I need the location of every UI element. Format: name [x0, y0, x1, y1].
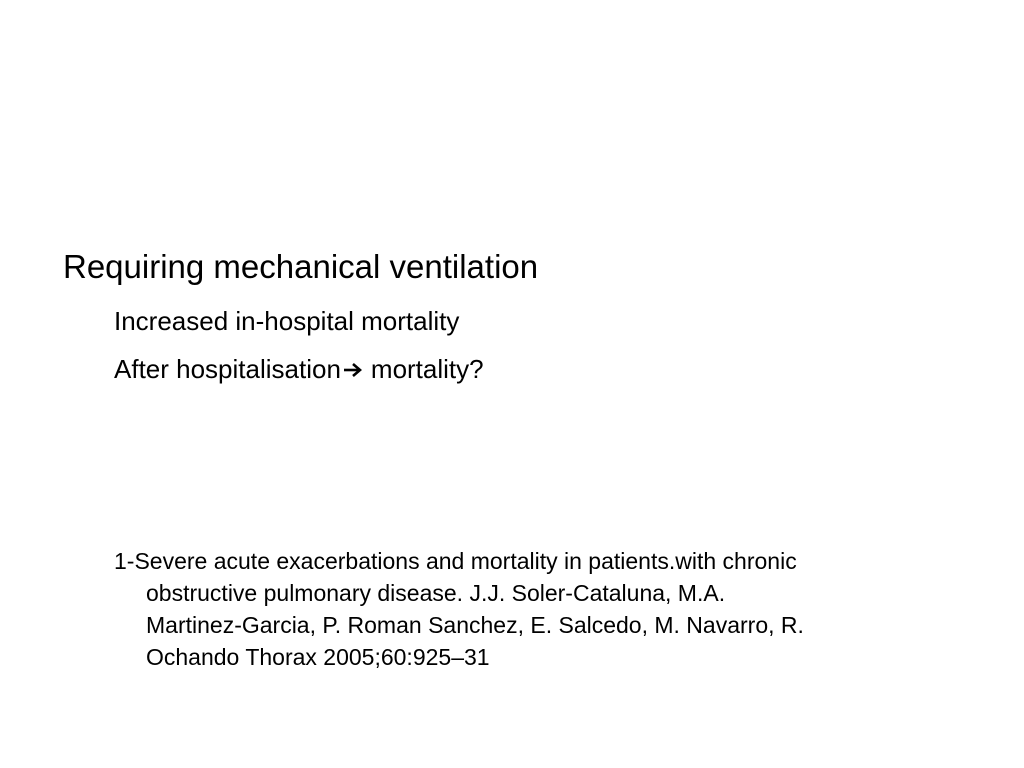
bullet-after-hospitalisation-text: After hospitalisation: [114, 354, 341, 384]
reference-line: obstructive pulmonary disease. J.J. Soler-Cataluna, M.A.: [146, 580, 726, 606]
reference-citation: [114, 545, 974, 673]
slide-heading: Requiring mechanical ventilation: [63, 248, 539, 285]
bullet-in-hospital-mortality: Increased in-hospital mortality: [114, 306, 460, 336]
reference-line: 1-Severe acute exacerbations and mortality in patients.with chronic: [114, 548, 797, 574]
reference-line: Martinez-Garcia, P. Roman Sanchez, E. Salcedo, M. Navarro, R.: [146, 612, 804, 638]
right-arrow-icon: [343, 362, 363, 378]
bullet-mortality-question: mortality?: [370, 354, 484, 384]
reference-line: Ochando Thorax 2005;60:925–31: [146, 644, 490, 670]
bullet-after-hospitalisation: [114, 352, 484, 386]
